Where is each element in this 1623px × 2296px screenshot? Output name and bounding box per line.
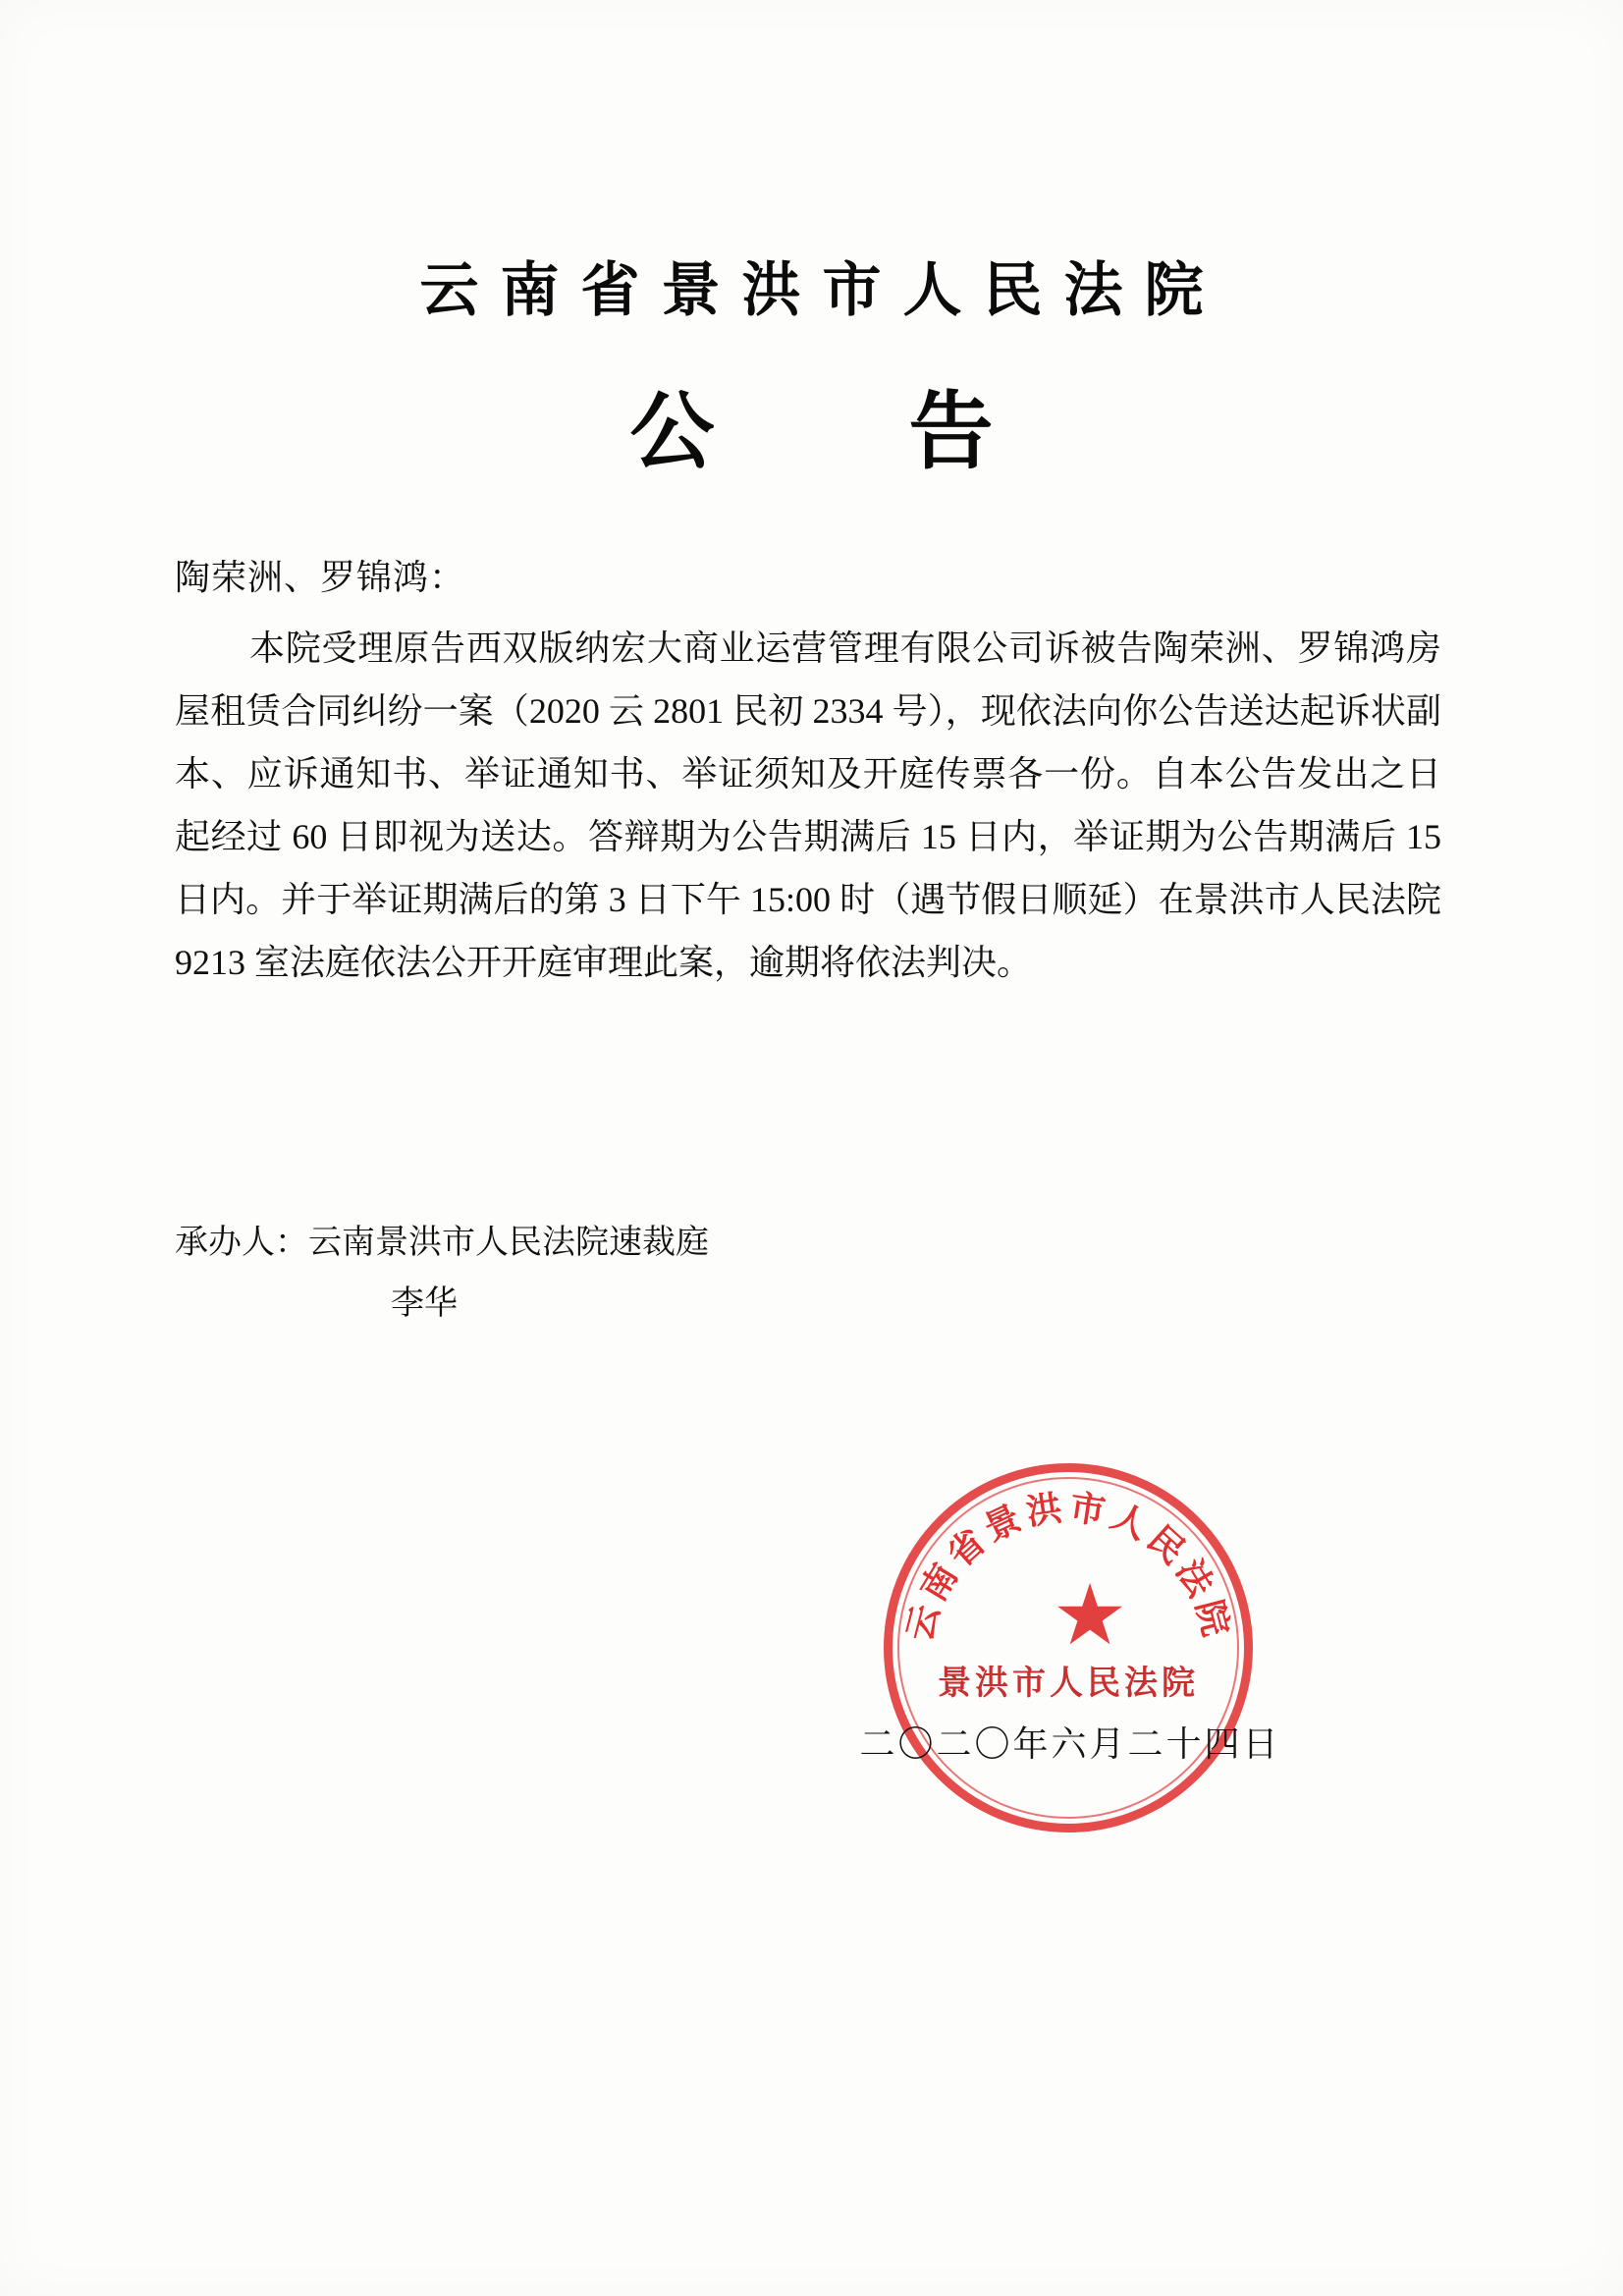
seal-center-label: 景洪市人民法院 — [938, 1666, 1199, 1702]
official-seal — [859, 1463, 1296, 1876]
handler-name: 李华 — [391, 1285, 458, 1322]
document-type-heading: 公 告 — [629, 382, 1049, 481]
handler-label: 承办人：云南景洪市人民法院速裁庭 — [175, 1225, 709, 1261]
seal-arc-label: 云南省景洪市人民法院 — [898, 1486, 1238, 1646]
seal-star-icon: ★ — [1052, 1568, 1128, 1663]
page-title: 云南省景洪市人民法院 — [419, 256, 1225, 325]
handler-block — [175, 1213, 709, 1335]
document-date: 二〇二〇年六月二十四日 — [859, 1724, 1281, 1764]
announcement-body: 本院受理原告西双版纳宏大商业运营管理有限公司诉被告陶荣洲、罗锦鸿房屋租赁合同纠纷一案（2020 云 2801 民初 2334 号），现依法向你公告送达起诉状副本、应诉通知书、举证通知书、举证须知及开庭传票各一份。自本公告发出之日起经过 60 日即视为送达。答辩期为公告期满后 15 日内，举证期为公告期满后 15 日内。并于举证期满后的第 3 日下午 15:00 时（遇节假日顺延）在景洪市人民法院 9213 室法庭依法公开开庭审理此案，逾期将依法判决。 — [175, 629, 1441, 982]
recipients-line: 陶荣洲、罗锦鸿： — [175, 558, 466, 597]
